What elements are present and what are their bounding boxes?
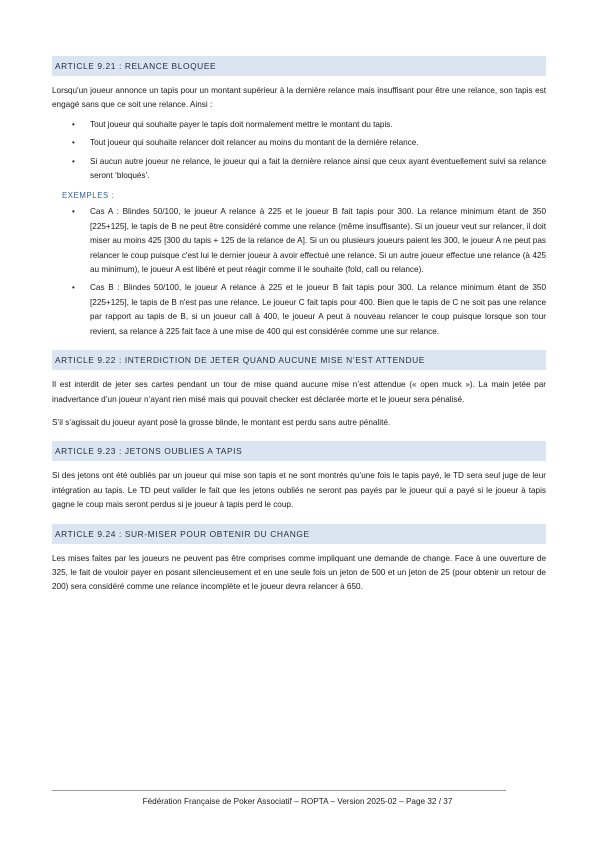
document-body	[52, 56, 546, 606]
article-heading: ARTICLE 9.22 : INTERDICTION DE JETER QUAND AUCUNE MISE N’EST ATTENDUE	[52, 350, 546, 370]
examples-list	[52, 205, 546, 339]
list-item-text: Si aucun autre joueur ne relance, le joueur qui a fait la dernière relance ainsi que ceux ayant éventuellement suivi sa relance seront ‘bloqués’.	[90, 156, 546, 181]
article-heading: ARTICLE 9.23 : JETONS OUBLIES A TAPIS	[52, 441, 546, 461]
bullet-list	[52, 118, 546, 184]
list-item	[52, 205, 546, 277]
list-item	[52, 155, 546, 184]
paragraph: Les mises faites par les joueurs ne peuvent pas être comprises comme impliquant une demande de change. Face à une ouverture de 325, le fait de vouloir payer en posant silencieusement et en une seule fois un jeton de 500 et un jeton de 25 (pour obtenir un retour de 200) sera considéré comme une relance incomplète et le joueur devra relancer à 650.	[52, 553, 546, 592]
bullet-icon: •	[72, 207, 75, 217]
article-heading: ARTICLE 9.21 : RELANCE BLOQUEE	[52, 56, 546, 76]
article-9-24	[52, 524, 546, 595]
list-item-text: Cas A : Blindes 50/100, le joueur A relance à 225 et le joueur B fait tapis pour 300. La relance minimum étant de 350 [225+125], le tapis de B ne peut être considéré comme une relance (même insuffisante). Si un joueur veut sur relancer, il doit miser au moins 425 [300 du tapis + 125 de la relance de A]. Si un ou plusieurs joueurs paient les 300, le joueur A ne peut pas relancer le coup puisque c'est lui le dernier joueur à avoir effectué une relance. Si un autre joueur effectue une relance (à 425 au minimum), le joueur A est libéré et peut réagir comme il le souhaite (fold, call ou relance).	[90, 207, 546, 275]
paragraph: Si des jetons ont été oubliés par un joueur qui mise son tapis et ne sont montrés qu’une fois le tapis payé, le TD sera seul juge de leur intégration au tapis. Le TD peut valider le fait que les jetons oubliés ne seront pas payés par le joueur qui a payé si le joueur à tapis gagne le coup mais seront perdus si je joueur à tapis perd le coup.	[52, 471, 546, 510]
article-heading: ARTICLE 9.24 : SUR-MISER POUR OBTENIR DU CHANGE	[52, 524, 546, 544]
examples-label: EXEMPLES :	[62, 191, 115, 201]
list-item-text: Cas B : Blindes 50/100, le joueur A relance à 225 et le joueur B fait tapis pour 300. La relance minimum étant de 350 [225+125], le tapis de B n'est pas une relance. Le joueur C fait tapis pour 400. Bien que le tapis de C ne soit pas une relance par rapport au tapis de B, si un joueur call à 400, le joueur A peut à nouveau relancer le coup puisque lorsque son tour revient, sa relance à 225 fait face à une mise de 400 qui est considérée comme une sur relance.	[90, 283, 546, 336]
list-item	[52, 118, 546, 132]
paragraph: Il est interdit de jeter ses cartes pendant un tour de mise quand aucune mise n’est attendue (« open muck »). La main jetée par inadvertance d’un joueur n’ayant rien misé mais qui pouvait checker est déclarée morte et le joueur sera pénalisé.	[52, 380, 546, 404]
bullet-icon: •	[72, 119, 75, 129]
article-9-22	[52, 350, 546, 430]
list-item	[52, 281, 546, 339]
article-9-21	[52, 56, 546, 339]
list-item-text: Tout joueur qui souhaite relancer doit relancer au moins du montant de la dernière relance.	[90, 138, 419, 148]
footer-divider	[52, 790, 506, 791]
page-footer: Fédération Française de Poker Associatif – ROPTA – Version 2025-02 – Page 32 / 37	[142, 797, 453, 806]
article-9-23	[52, 441, 546, 512]
paragraph: S’il s’agissait du joueur ayant posé la grosse blinde, le montant est perdu sans autre pénalité.	[52, 417, 391, 427]
bullet-icon: •	[72, 156, 75, 166]
paragraph: Lorsqu'un joueur annonce un tapis pour un montant supérieur à la dernière relance mais insuffisant pour être une relance, son tapis est engagé sans que ce soit une relance. Ainsi :	[52, 86, 546, 110]
bullet-icon: •	[72, 138, 75, 148]
bullet-icon: •	[72, 283, 75, 293]
list-item-text: Tout joueur qui souhaite payer le tapis doit normalement mettre le montant du tapis.	[90, 119, 393, 129]
list-item	[52, 136, 546, 150]
